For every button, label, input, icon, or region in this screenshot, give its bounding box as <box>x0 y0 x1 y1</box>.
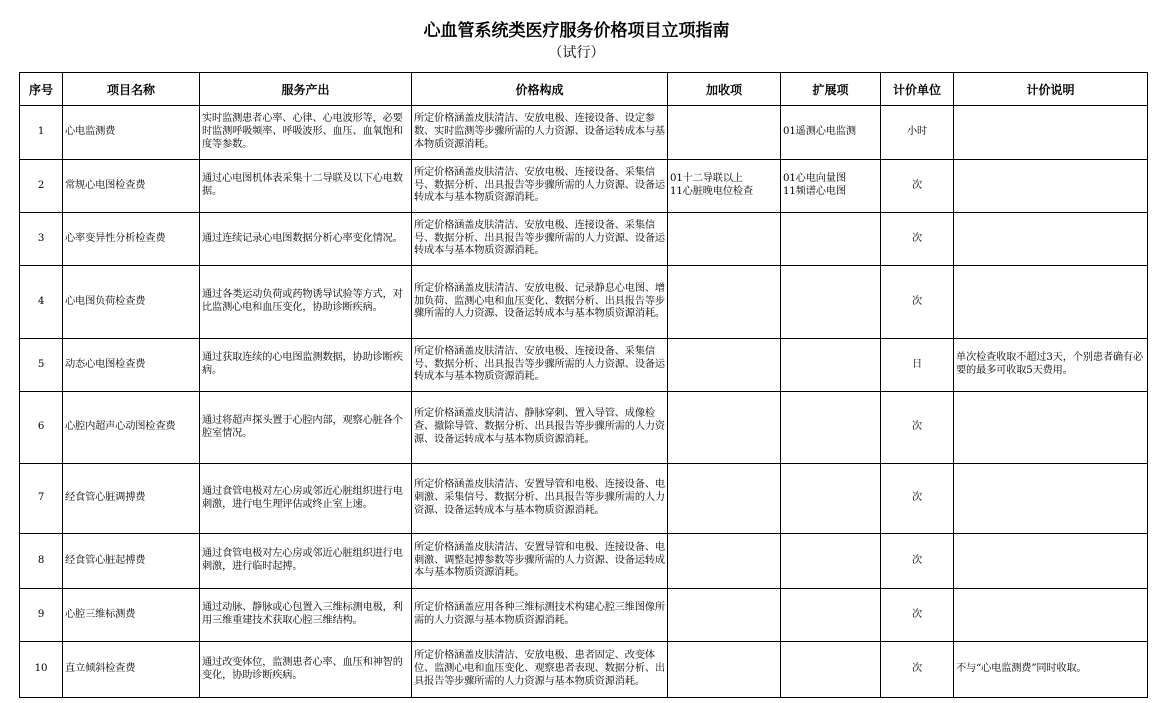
cell-name: 心腔三维标测费 <box>63 589 200 642</box>
cell-cost: 所定价格涵盖皮肤清洁、安放电极、连接设备、采集信号、数据分析、出具报告等步骤所需的人力资源、设备运转成本与基本物质资源消耗。 <box>412 339 668 392</box>
cell-surcharge <box>668 464 781 534</box>
cell-unit: 次 <box>881 464 954 534</box>
cell-surcharge <box>668 213 781 266</box>
cell-surcharge <box>668 106 781 160</box>
cell-name: 经食管心脏调搏费 <box>63 464 200 534</box>
cell-note: 不与“心电监测费”同时收取。 <box>954 642 1148 698</box>
cell-name: 直立倾斜检查费 <box>63 642 200 698</box>
header-cell-cost: 价格构成 <box>412 73 668 106</box>
table-row <box>20 266 1148 339</box>
cell-note <box>954 160 1148 213</box>
cell-note <box>954 464 1148 534</box>
cell-extension <box>781 266 881 339</box>
cell-cost: 所定价格涵盖应用各种三维标测技术构建心腔三维图像所需的人力资源与基本物质资源消耗。 <box>412 589 668 642</box>
cell-surcharge: 01十二导联以上 11心脏晚电位检查 <box>668 160 781 213</box>
cell-output: 通过获取连续的心电图监测数据，协助诊断疾病。 <box>200 339 412 392</box>
cell-cost: 所定价格涵盖皮肤清洁、安置导管和电极、连接设备、电刺激、采集信号、数据分析、出具报告等步骤所需的人力资源、设备运转成本与基本物质资源消耗。 <box>412 464 668 534</box>
cell-unit: 次 <box>881 589 954 642</box>
cell-extension <box>781 534 881 589</box>
header-cell-extension: 扩展项 <box>781 73 881 106</box>
cell-no: 2 <box>20 160 63 213</box>
cell-cost: 所定价格涵盖皮肤清洁、安置导管和电极、连接设备、电刺激、调整起搏参数等步骤所需的人力资源、设备运转成本与基本物质资源消耗。 <box>412 534 668 589</box>
header-cell-unit: 计价单位 <box>881 73 954 106</box>
cell-name: 动态心电图检查费 <box>63 339 200 392</box>
cell-no: 5 <box>20 339 63 392</box>
table-row <box>20 392 1148 464</box>
table-row <box>20 106 1148 160</box>
price-item-table <box>19 72 1148 698</box>
cell-unit: 次 <box>881 213 954 266</box>
table-row <box>20 339 1148 392</box>
cell-note <box>954 213 1148 266</box>
cell-note: 单次检查收取不超过3天，个别患者确有必要的最多可收取5天费用。 <box>954 339 1148 392</box>
cell-name: 心电图负荷检查费 <box>63 266 200 339</box>
document-title: 心血管系统类医疗服务价格项目立项指南 <box>423 21 730 41</box>
table-header-row <box>20 73 1148 106</box>
cell-surcharge <box>668 392 781 464</box>
table-row <box>20 464 1148 534</box>
header-cell-surcharge: 加收项 <box>668 73 781 106</box>
cell-output: 通过食管电极对左心房或邻近心脏组织进行电刺激，进行电生理评估或终止室上速。 <box>200 464 412 534</box>
cell-name: 常规心电图检查费 <box>63 160 200 213</box>
cell-name: 心腔内超声心动图检查费 <box>63 392 200 464</box>
cell-extension <box>781 392 881 464</box>
cell-cost: 所定价格涵盖皮肤清洁、安放电极、连接设备、采集信号、数据分析、出具报告等步骤所需的人力资源、设备运转成本与基本物质资源消耗。 <box>412 160 668 213</box>
cell-no: 8 <box>20 534 63 589</box>
cell-extension <box>781 464 881 534</box>
cell-extension <box>781 213 881 266</box>
cell-note <box>954 266 1148 339</box>
cell-no: 3 <box>20 213 63 266</box>
cell-name: 心电监测费 <box>63 106 200 160</box>
cell-extension <box>781 589 881 642</box>
table-row <box>20 534 1148 589</box>
table-row <box>20 589 1148 642</box>
cell-surcharge <box>668 534 781 589</box>
cell-unit: 次 <box>881 160 954 213</box>
cell-note <box>954 534 1148 589</box>
cell-output: 通过各类运动负荷或药物诱导试验等方式，对比监测心电和血压变化，协助诊断疾病。 <box>200 266 412 339</box>
table-row <box>20 160 1148 213</box>
cell-cost: 所定价格涵盖皮肤清洁、安放电极、连接设备、设定参数、实时监测等步骤所需的人力资源、设备运转成本与基本物质资源消耗。 <box>412 106 668 160</box>
cell-unit: 小时 <box>881 106 954 160</box>
cell-no: 9 <box>20 589 63 642</box>
cell-no: 6 <box>20 392 63 464</box>
document-subtitle: （试行） <box>548 45 605 61</box>
cell-name: 心率变异性分析检查费 <box>63 213 200 266</box>
cell-surcharge <box>668 589 781 642</box>
cell-no: 7 <box>20 464 63 534</box>
cell-no: 4 <box>20 266 63 339</box>
cell-surcharge <box>668 642 781 698</box>
header-cell-note: 计价说明 <box>954 73 1148 106</box>
cell-cost: 所定价格涵盖皮肤清洁、安放电极、记录静息心电图、增加负荷、监测心电和血压变化、数据分析、出具报告等步骤所需的人力资源、设备运转成本与基本物质资源消耗。 <box>412 266 668 339</box>
cell-unit: 日 <box>881 339 954 392</box>
cell-cost: 所定价格涵盖皮肤清洁、静脉穿刺、置入导管、成像检查、撤除导管、数据分析、出具报告等步骤所需的人力资源、设备运转成本与基本物质资源消耗。 <box>412 392 668 464</box>
cell-unit: 次 <box>881 392 954 464</box>
header-cell-output: 服务产出 <box>200 73 412 106</box>
cell-output: 通过心电图机体表采集十二导联及以下心电数据。 <box>200 160 412 213</box>
cell-surcharge <box>668 266 781 339</box>
table-row <box>20 642 1148 698</box>
cell-extension <box>781 642 881 698</box>
cell-no: 1 <box>20 106 63 160</box>
cell-output: 通过食管电极对左心房或邻近心脏组织进行电刺激，进行临时起搏。 <box>200 534 412 589</box>
cell-output: 实时监测患者心率、心律、心电波形等，必要时监测呼吸频率、呼吸波形、血压、血氧饱和度等参数。 <box>200 106 412 160</box>
cell-output: 通过将超声探头置于心腔内部，观察心脏各个腔室情况。 <box>200 392 412 464</box>
cell-no: 10 <box>20 642 63 698</box>
cell-extension: 01心电向量图 11频谱心电图 <box>781 160 881 213</box>
cell-surcharge <box>668 339 781 392</box>
cell-output: 通过连续记录心电图数据分析心率变化情况。 <box>200 213 412 266</box>
cell-unit: 次 <box>881 266 954 339</box>
cell-cost: 所定价格涵盖皮肤清洁、安放电极、连接设备、采集信号、数据分析、出具报告等步骤所需的人力资源、设备运转成本与基本物质资源消耗。 <box>412 213 668 266</box>
table-row <box>20 213 1148 266</box>
cell-name: 经食管心脏起搏费 <box>63 534 200 589</box>
cell-extension <box>781 339 881 392</box>
cell-note <box>954 106 1148 160</box>
cell-output: 通过改变体位，监测患者心率、血压和神智的变化，协助诊断疾病。 <box>200 642 412 698</box>
cell-unit: 次 <box>881 642 954 698</box>
cell-extension: 01遥测心电监测 <box>781 106 881 160</box>
header-cell-name: 项目名称 <box>63 73 200 106</box>
header-cell-no: 序号 <box>20 73 63 106</box>
cell-output: 通过动脉、静脉或心包置入三维标测电极，利用三维重建技术获取心腔三维结构。 <box>200 589 412 642</box>
cell-note <box>954 589 1148 642</box>
cell-note <box>954 392 1148 464</box>
cell-cost: 所定价格涵盖皮肤清洁、安放电极、患者固定、改变体位、监测心电和血压变化、观察患者表现、数据分析、出具报告等步骤所需的人力资源与基本物质资源消耗。 <box>412 642 668 698</box>
cell-unit: 次 <box>881 534 954 589</box>
